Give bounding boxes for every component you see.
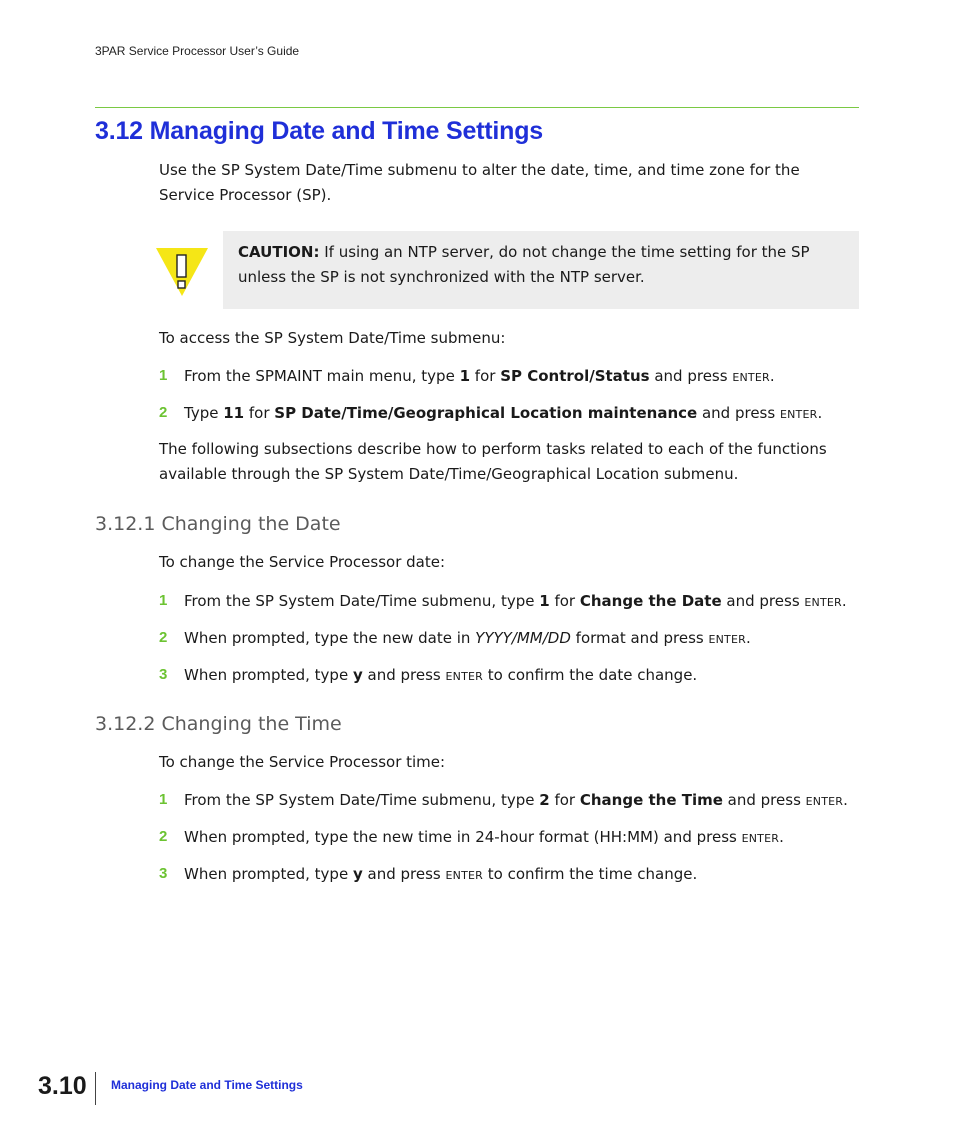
subsections-paragraph: The following subsections describe how to perform tasks related to each of the functions available through the SP System Date/Time/Geographical Location submenu.	[159, 440, 827, 483]
step-text: When prompted, type y and press ENTER to confirm the time change.	[184, 865, 698, 883]
step-text: From the SPMAINT main menu, type 1 for SP Control/Status and press ENTER.	[184, 367, 775, 385]
step-number: 2	[159, 828, 168, 845]
access-intro: To access the SP System Date/Time submenu:	[159, 329, 506, 347]
step-text: When prompted, type the new time in 24-hour format (HH:MM) and press ENTER.	[184, 828, 784, 846]
enter-key: ENTER	[804, 596, 842, 609]
step-number: 3	[159, 865, 168, 882]
step-text: Type 11 for SP Date/Time/Geographical Location maintenance and press ENTER.	[184, 404, 823, 422]
footer-divider	[95, 1072, 96, 1105]
footer-section-title: Managing Date and Time Settings	[111, 1078, 303, 1092]
time-intro: To change the Service Processor time:	[159, 753, 446, 771]
step-text: When prompted, type y and press ENTER to confirm the date change.	[184, 666, 698, 684]
caution-message: If using an NTP server, do not change the time setting for the SP unless the SP is not synchronized with the NTP server.	[238, 243, 810, 286]
subsection-title-date: 3.12.1 Changing the Date	[95, 513, 341, 535]
header-rule	[95, 107, 859, 108]
step-number: 3	[159, 666, 168, 683]
step-number: 1	[159, 592, 168, 609]
intro-paragraph: Use the SP System Date/Time submenu to alter the date, time, and time zone for the Service Processor (SP).	[159, 161, 800, 204]
enter-key: ENTER	[805, 795, 844, 808]
section-title: 3.12 Managing Date and Time Settings	[95, 117, 544, 145]
page-number: 3.10	[38, 1072, 87, 1100]
step-text: From the SP System Date/Time submenu, type 2 for Change the Time and press ENTER.	[184, 791, 848, 809]
caution-text	[238, 240, 848, 290]
enter-key: ENTER	[445, 869, 483, 882]
running-header: 3PAR Service Processor User’s Guide	[95, 44, 300, 58]
step-number: 1	[159, 367, 168, 384]
enter-key: ENTER	[741, 832, 780, 845]
step-text: When prompted, type the new date in YYYY/MM/DD format and press ENTER.	[184, 629, 751, 647]
subsection-title-time: 3.12.2 Changing the Time	[95, 713, 342, 735]
date-intro: To change the Service Processor date:	[159, 553, 446, 571]
step-text: From the SP System Date/Time submenu, type 1 for Change the Date and press ENTER.	[184, 592, 847, 610]
enter-key: ENTER	[732, 371, 770, 384]
step-number: 2	[159, 404, 168, 421]
step-number: 1	[159, 791, 168, 808]
caution-label: CAUTION:	[238, 243, 320, 261]
step-number: 2	[159, 629, 168, 646]
enter-key: ENTER	[445, 670, 483, 683]
enter-key: ENTER	[708, 633, 746, 646]
enter-key: ENTER	[779, 408, 818, 421]
warning-triangle-icon	[154, 246, 210, 298]
